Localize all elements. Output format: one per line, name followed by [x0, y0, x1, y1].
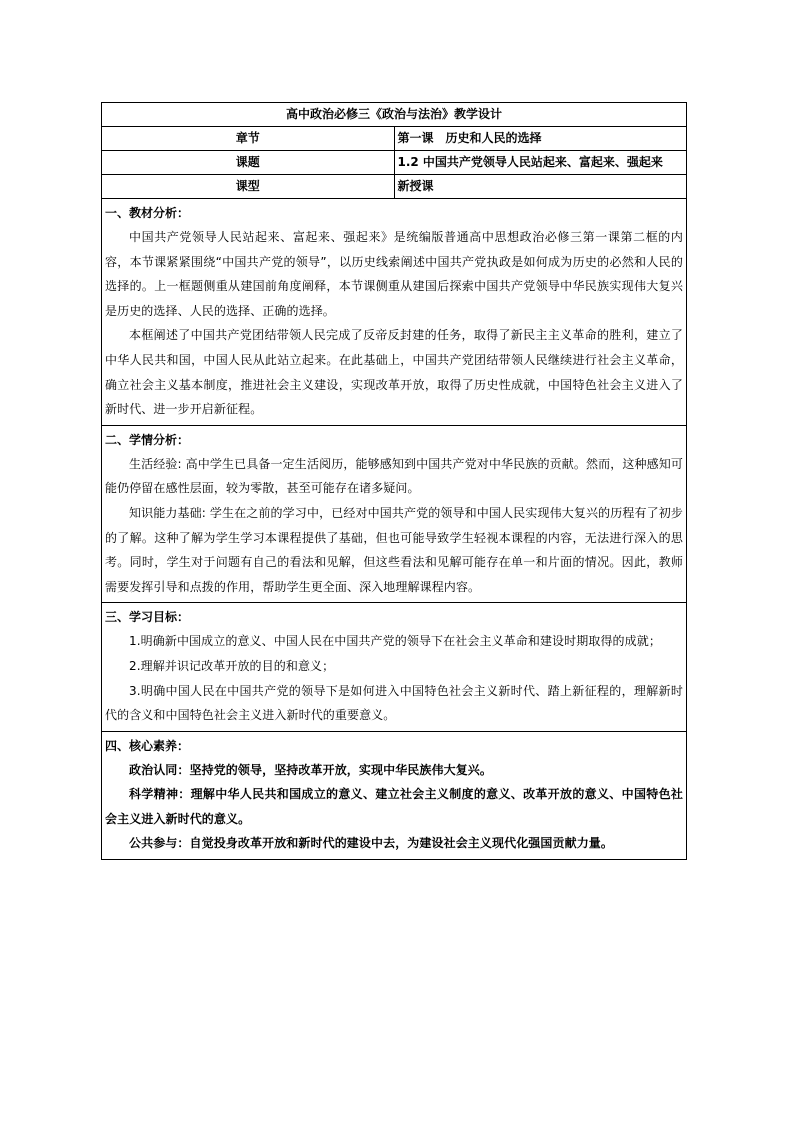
section-paragraph: 科学精神：理解中华人民共和国成立的意义、建立社会主义制度的意义、改革开放的意义、中国特色社会主义进入新时代的意义。 — [105, 787, 683, 826]
lesson-type-value: 新授课 — [394, 175, 687, 199]
document-title: 高中政治必修三《政治与法治》教学设计 — [102, 103, 687, 127]
section-heading: 二、学情分析： — [105, 432, 190, 447]
section-core-literacy — [102, 731, 687, 859]
section-heading: 四、核心素养： — [105, 738, 190, 753]
chapter-value: 第一课 历史和人民的选择 — [394, 127, 687, 151]
info-row-chapter — [102, 127, 687, 151]
topic-label: 课题 — [102, 151, 395, 175]
chapter-label: 章节 — [102, 127, 395, 151]
section-paragraph: 公共参与：自觉投身改革开放和新时代的建设中去，为建设社会主义现代化强国贡献力量。 — [129, 836, 614, 851]
info-row-lesson-type — [102, 175, 687, 199]
title-row — [102, 103, 687, 127]
topic-value: 1.2 中国共产党领导人民站起来、富起来、强起来 — [394, 151, 687, 175]
lesson-plan-sheet — [101, 96, 687, 860]
section-paragraph: 本框阐述了中国共产党团结带领人民完成了反帝反封建的任务，取得了新民主主义革命的胜利，建立了中华人民共和国，中国人民从此站立起来。在此基础上，中国共产党团结带领人民继续进行社会主义革命，确立社会主义基本制度，推进社会主义建设，实现改革开放，取得了历史性成就，中国特色社会主义进入了新时代、进一步开启新征程。 — [105, 328, 683, 417]
section-paragraph: 2.理解并识记改革开放的目的和意义； — [129, 658, 335, 673]
lesson-type-label: 课型 — [102, 175, 395, 199]
section-paragraph: 知识能力基础: 学生在之前的学习中，已经对中国共产党的领导和中国人民实现伟大复兴的历程有了初步的了解。这种了解为学生学习本课程提供了基础，但也可能导致学生轻视本课程的内容，无法进行深入的思考。同时，学生对于问题有自己的看法和见解，但这些看法和见解可能存在单一和片面的情况。因此，教师需要发挥引导和点拨的作用，帮助学生更全面、深入地理解课程内容。 — [105, 505, 683, 594]
info-row-topic — [102, 151, 687, 175]
section-paragraph: 生活经验: 高中学生已具备一定生活阅历，能够感知到中国共产党对中华民族的贡献。然而，这种感知可能仍停留在感性层面，较为零散，甚至可能存在诸多疑问。 — [105, 456, 683, 496]
section-student-analysis — [102, 425, 687, 603]
lesson-plan-table — [101, 96, 687, 860]
section-paragraph: 中国共产党领导人民站起来、富起来、强起来》是统编版普通高中思想政治必修三第一课第二框的内容，本节课紧紧围绕“中国共产党的领导”，以历史线索阐述中国共产党执政是如何成为历史的必然和人民的选择的。上一框题侧重从建国前角度阐释，本节课侧重从建国后探索中国共产党领导中华民族实现伟大复兴是历史的选择、人民的选择、正确的选择。 — [105, 230, 683, 318]
section-learning-goals — [102, 603, 687, 731]
section-paragraph: 政治认同：坚持党的领导，坚持改革开放，实现中华民族伟大复兴。 — [129, 762, 493, 777]
section-paragraph: 3.明确中国人民在中国共产党的领导下是如何进入中国特色社会主义新时代、踏上新征程的，理解新时代的含义和中国特色社会主义进入新时代的重要意义。 — [105, 683, 683, 723]
section-heading: 一、教材分析： — [105, 206, 190, 220]
section-paragraph: 1.明确新中国成立的意义、中国人民在中国共产党的领导下在社会主义革命和建设时期取得的成就； — [129, 634, 661, 649]
section-textbook-analysis — [102, 199, 687, 426]
section-heading: 三、学习目标： — [105, 610, 190, 625]
